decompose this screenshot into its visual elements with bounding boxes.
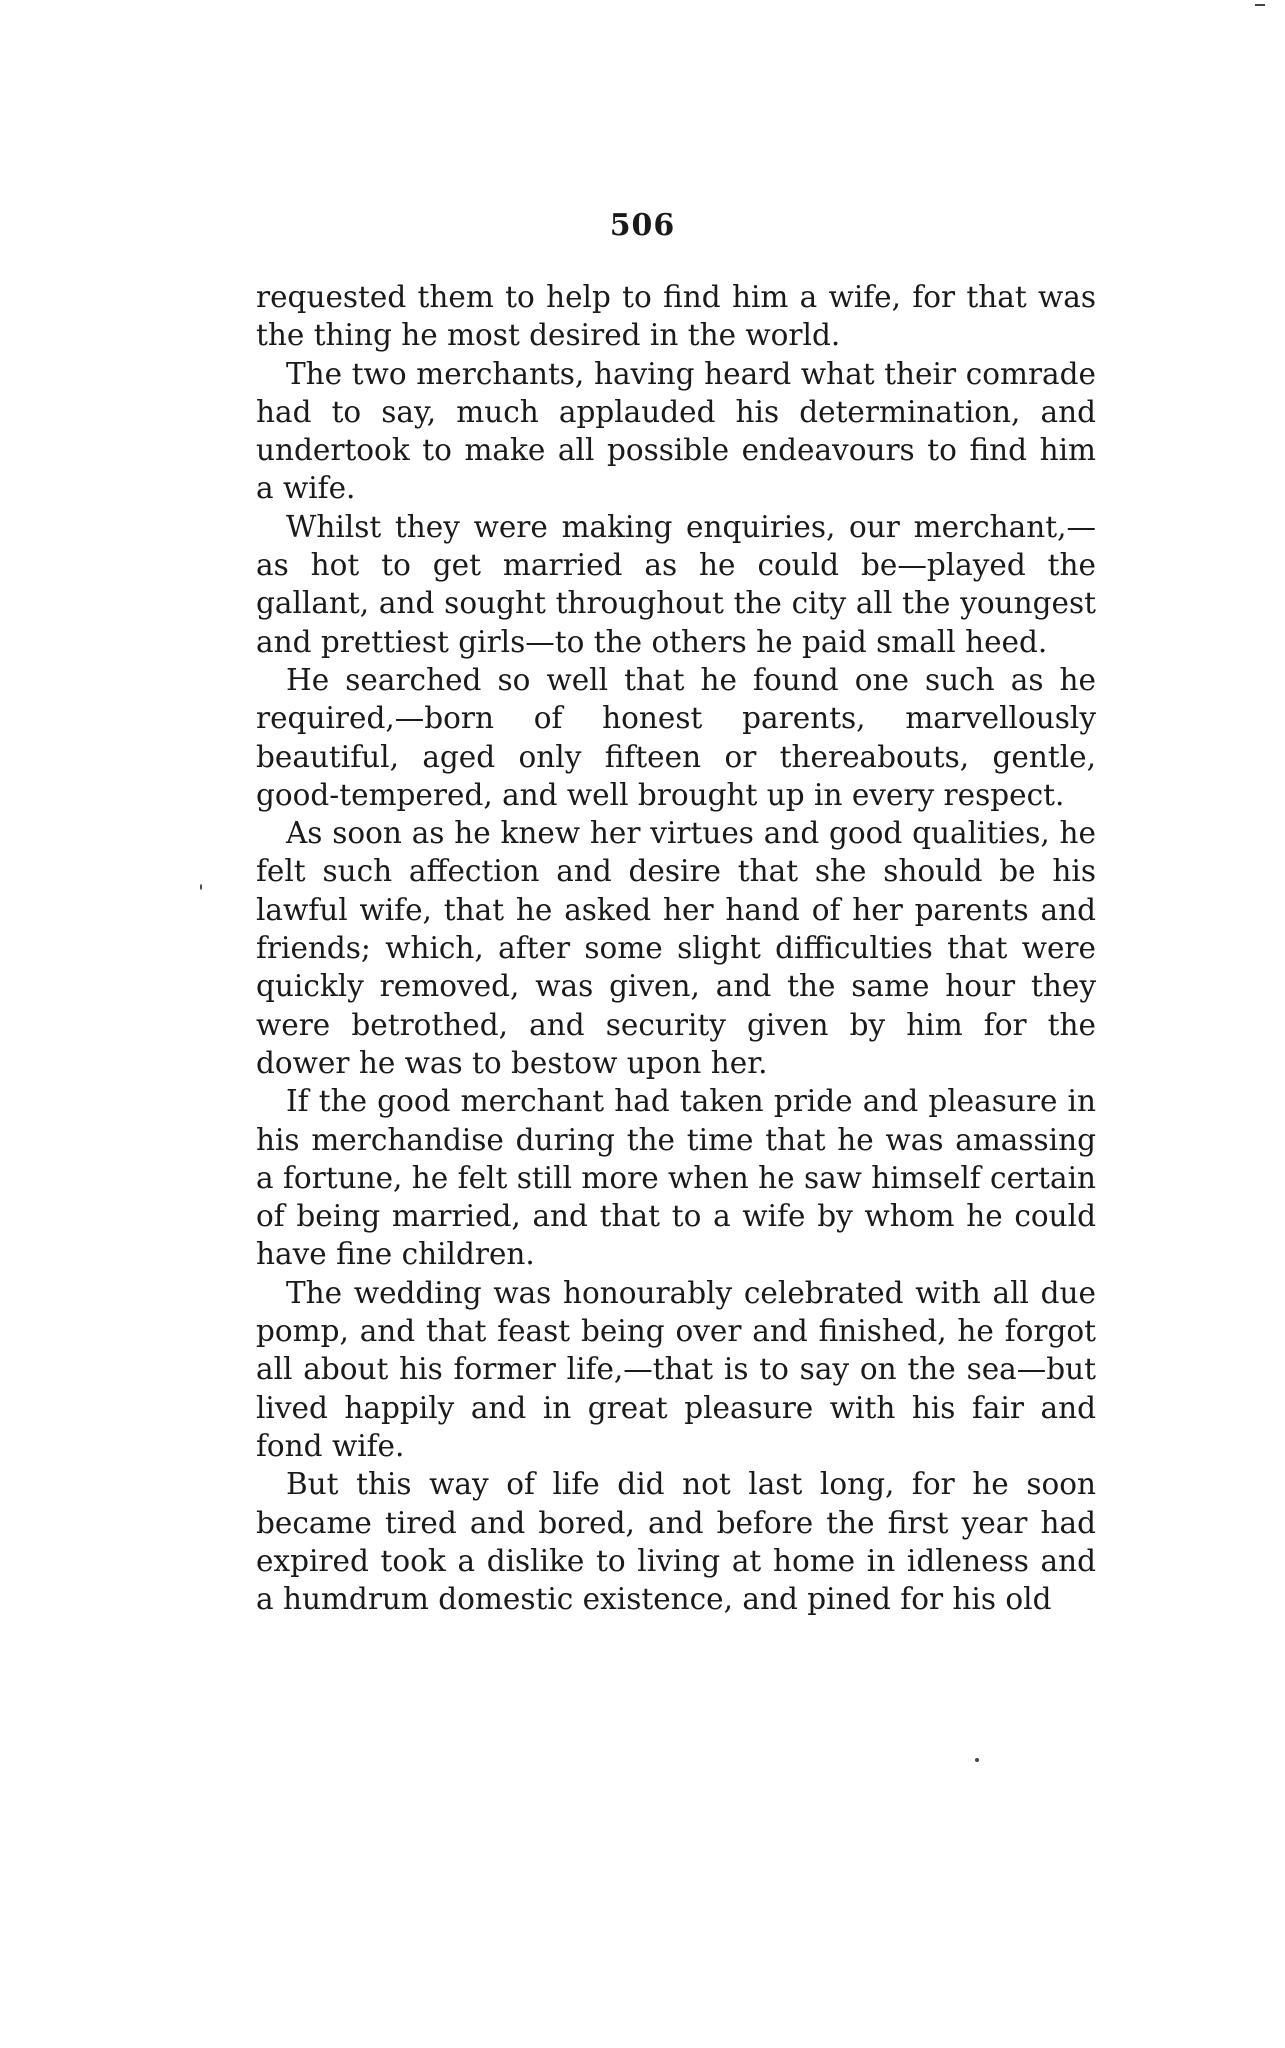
paragraph-7: The wedding was honourably celebrated with all due pomp, and that feast being over and finished, he forgot all about his former life,—that is to say on the sea—but lived happily and in great pleasure with his fair and fond wife. — [256, 1275, 1096, 1463]
paragraph-2: The two merchants, having heard what their comrade had to say, much applauded his determination, and undertook to make all possible endeavours to find him a wife. — [256, 356, 1096, 506]
paragraph-8: But this way of life did not last long, for he soon became tired and bored, and before the first year had expired took a dislike to living at home in idleness and a humdrum domestic existence, and pined for his old — [256, 1467, 1096, 1617]
paragraph-1: requested them to help to find him a wife, for that was the thing he most desired in the world. — [256, 280, 1096, 353]
scan-speck — [1255, 4, 1265, 6]
paragraph-4: He searched so well that he found one such as he required,—born of honest parents, marvellously beautiful, aged only fifteen or thereabouts, gentle, good-tempered, and well brought up in every respect. — [256, 662, 1096, 812]
paragraph-6: If the good merchant had taken pride and pleasure in his merchandise during the time that he was amassing a fortune, he felt still more when he saw himself certain of being married, and that to a wife by whom he could have fine children. — [256, 1084, 1097, 1272]
scan-speck — [975, 1758, 979, 1762]
body-text — [256, 278, 1096, 1618]
paragraph-3: Whilst they were making enquiries, our merchant,—as hot to get married as he could be—played the gallant, and sought throughout the city all the youngest and prettiest girls—to the others he paid small heed. — [256, 509, 1096, 659]
page-number: 506 — [609, 208, 676, 243]
paragraph-5: As soon as he knew her virtues and good qualities, he felt such affection and desire that she should be his lawful wife, that he asked her hand of her parents and friends; which, after some slight difficulties that were quickly removed, was given, and the same hour they were betrothed, and security given by him for the dower he was to bestow upon her. — [256, 816, 1096, 1080]
scan-speck — [200, 884, 202, 890]
